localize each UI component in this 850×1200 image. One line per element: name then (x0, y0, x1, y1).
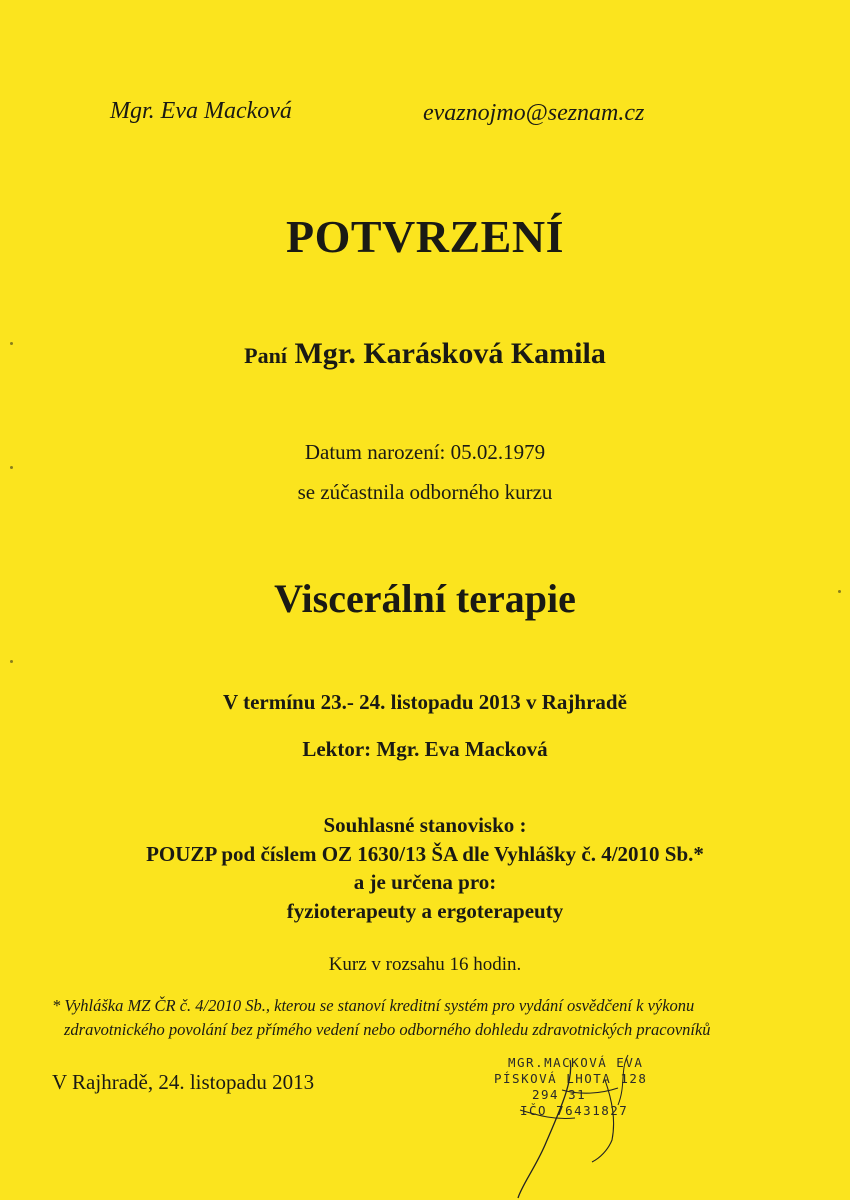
course-lecturer: Lektor: Mgr. Eva Macková (302, 737, 548, 761)
recipient-name: Mgr. Karásková Kamila (294, 337, 606, 370)
scan-speck (838, 590, 841, 593)
approval-audience: fyzioterapeuty a ergoterapeuty (286, 899, 564, 923)
scan-speck (10, 466, 13, 469)
approval-number: POUZP pod číslem OZ 1630/13 ŠA dle Vyhlášky č. 4/2010 Sb.* (146, 842, 704, 866)
approval-label: Souhlasné stanovisko : (323, 813, 527, 837)
document-title: POTVRZENÍ (286, 211, 564, 262)
stamp-line-4: IČO 76431827 (520, 1103, 629, 1118)
course-term: V termínu 23.- 24. listopadu 2013 v Rajhradě (223, 690, 627, 714)
course-hours: Kurz v rozsahu 16 hodin. (328, 954, 522, 975)
attended-text: se zúčastnila odborného kurzu (297, 480, 553, 504)
author-name: Mgr. Eva Macková (110, 98, 292, 124)
stamp-line-2: PÍSKOVÁ LHOTA 128 (494, 1071, 648, 1086)
footnote-line-2: zdravotnického povolání bez přímého vedení nebo odborného dohledu zdravotnických pracovníků (64, 1020, 711, 1039)
footnote (52, 994, 812, 1042)
stamp-line-3: 294 31 (532, 1087, 587, 1102)
stamp-line-1: MGR.MACKOVÁ EVA (508, 1055, 644, 1070)
recipient (0, 337, 850, 371)
footnote-line-1: * Vyhláška MZ ČR č. 4/2010 Sb., kterou se stanoví kreditní systém pro vydání osvědčení k výkonu (52, 996, 695, 1015)
scan-speck (10, 660, 13, 663)
course-name: Viscerální terapie (274, 576, 576, 621)
scan-speck (10, 342, 13, 345)
place-date: V Rajhradě, 24. listopadu 2013 (52, 1070, 315, 1094)
birth-date: Datum narození: 05.02.1979 (304, 440, 546, 464)
author-email: evaznojmo@seznam.cz (423, 100, 645, 126)
recipient-prefix: Paní (244, 343, 287, 368)
approval-intended: a je určena pro: (353, 870, 497, 894)
signature (500, 1050, 660, 1200)
